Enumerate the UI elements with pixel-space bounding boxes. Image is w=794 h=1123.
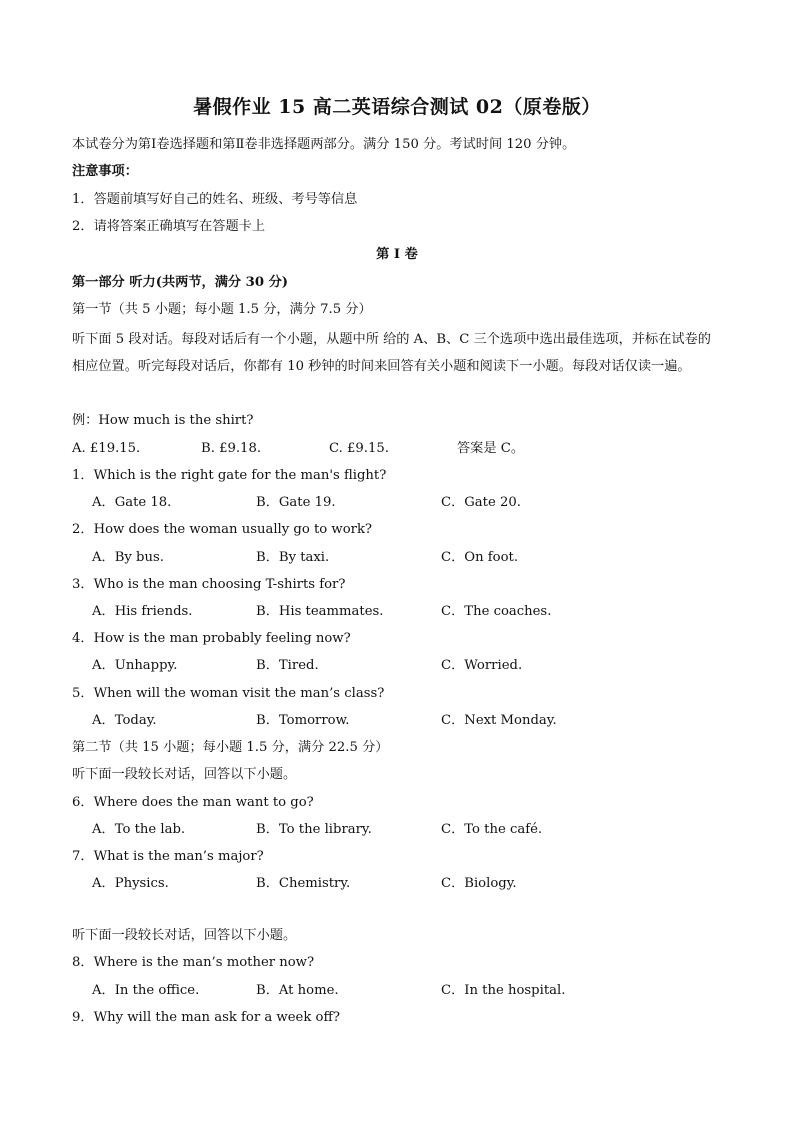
q7-option-b: B．Chemistry. xyxy=(256,876,351,891)
intro-text: 本试卷分为第Ⅰ卷选择题和第Ⅱ卷非选择题两部分。满分 150 分。考试时间 120 分钟。 xyxy=(72,137,576,152)
notice-heading: 注意事项： xyxy=(72,164,138,179)
q5-option-b: B．Tomorrow. xyxy=(256,713,350,728)
q5-option-c: C．Next Monday. xyxy=(441,713,557,728)
q8-option-a: A．In the office. xyxy=(92,983,200,998)
example-answer: 答案是 C。 xyxy=(457,441,525,456)
q4-option-b: B．Tired. xyxy=(256,658,319,673)
section1-instructions: 听下面 5 段对话。每段对话后有一个小题，从题中所 给的 A、B、C 三个选项中选出最佳选项，并标在试卷的相应位置。听完每段对话后，你都有 10 秒钟的时间来回答有关小题和阅读下一小题。每段对话仅读一遍。 xyxy=(72,332,711,374)
q3-option-c: C．The coaches. xyxy=(441,604,552,619)
q5-option-a: A．Today. xyxy=(92,713,157,728)
q6-option-c: C．To the café. xyxy=(441,822,543,837)
part1-heading: 第一部分 听力(共两节，满分 30 分) xyxy=(72,275,289,290)
question-2: 2．How does the woman usually go to work? xyxy=(72,522,373,537)
q2-option-b: B．By taxi. xyxy=(256,550,330,565)
q2-option-c: C．On foot. xyxy=(441,550,519,565)
q8-option-c: C．In the hospital. xyxy=(441,983,566,998)
section2-listen-instruction: 听下面一段较长对话，回答以下小题。 xyxy=(72,928,297,943)
q1-option-a: A．Gate 18. xyxy=(92,495,172,510)
q1-option-b: B．Gate 19. xyxy=(256,495,336,510)
q6-option-a: A．To the lab. xyxy=(92,822,186,837)
page-title: 暑假作业 15 高二英语综合测试 02（原卷版） xyxy=(193,96,601,118)
q4-option-a: A．Unhappy. xyxy=(92,658,178,673)
question-1: 1．Which is the right gate for the man's flight? xyxy=(72,468,387,483)
question-7: 7．What is the man’s major? xyxy=(72,849,264,864)
q4-option-c: C．Worried. xyxy=(441,658,523,673)
volume-heading: 第 Ⅰ 卷 xyxy=(376,247,418,262)
example-option-a: A. £19.15. xyxy=(72,441,141,456)
notice-item: 2．请将答案正确填写在答题卡上 xyxy=(72,219,266,234)
q2-option-a: A．By bus. xyxy=(92,550,164,565)
question-6: 6．Where does the man want to go? xyxy=(72,795,314,810)
example-option-b: B. £9.18. xyxy=(201,441,262,456)
question-3: 3．Who is the man choosing T-shirts for? xyxy=(72,577,346,592)
q7-option-c: C．Biology. xyxy=(441,876,517,891)
q3-option-a: A．His friends. xyxy=(92,604,193,619)
example-question: 例：How much is the shirt? xyxy=(72,413,254,428)
notice-item: 1．答题前填写好自己的姓名、班级、考号等信息 xyxy=(72,192,358,207)
q3-option-b: B．His teammates. xyxy=(256,604,384,619)
section2-heading: 第二节（共 15 小题；每小题 1.5 分，满分 22.5 分） xyxy=(72,740,389,755)
q8-option-b: B．At home. xyxy=(256,983,339,998)
question-4: 4．How is the man probably feeling now? xyxy=(72,631,351,646)
q6-option-b: B．To the library. xyxy=(256,822,372,837)
section2-listen-instruction: 听下面一段较长对话，回答以下小题。 xyxy=(72,767,297,782)
q1-option-c: C．Gate 20. xyxy=(441,495,521,510)
question-8: 8．Where is the man’s mother now? xyxy=(72,955,315,970)
question-5: 5．When will the woman visit the man’s class? xyxy=(72,686,385,701)
q7-option-a: A．Physics. xyxy=(92,876,169,891)
question-9: 9．Why will the man ask for a week off? xyxy=(72,1010,340,1025)
section1-heading: 第一节（共 5 小题；每小题 1.5 分，满分 7.5 分） xyxy=(72,302,372,317)
example-option-c: C. £9.15. xyxy=(329,441,389,456)
